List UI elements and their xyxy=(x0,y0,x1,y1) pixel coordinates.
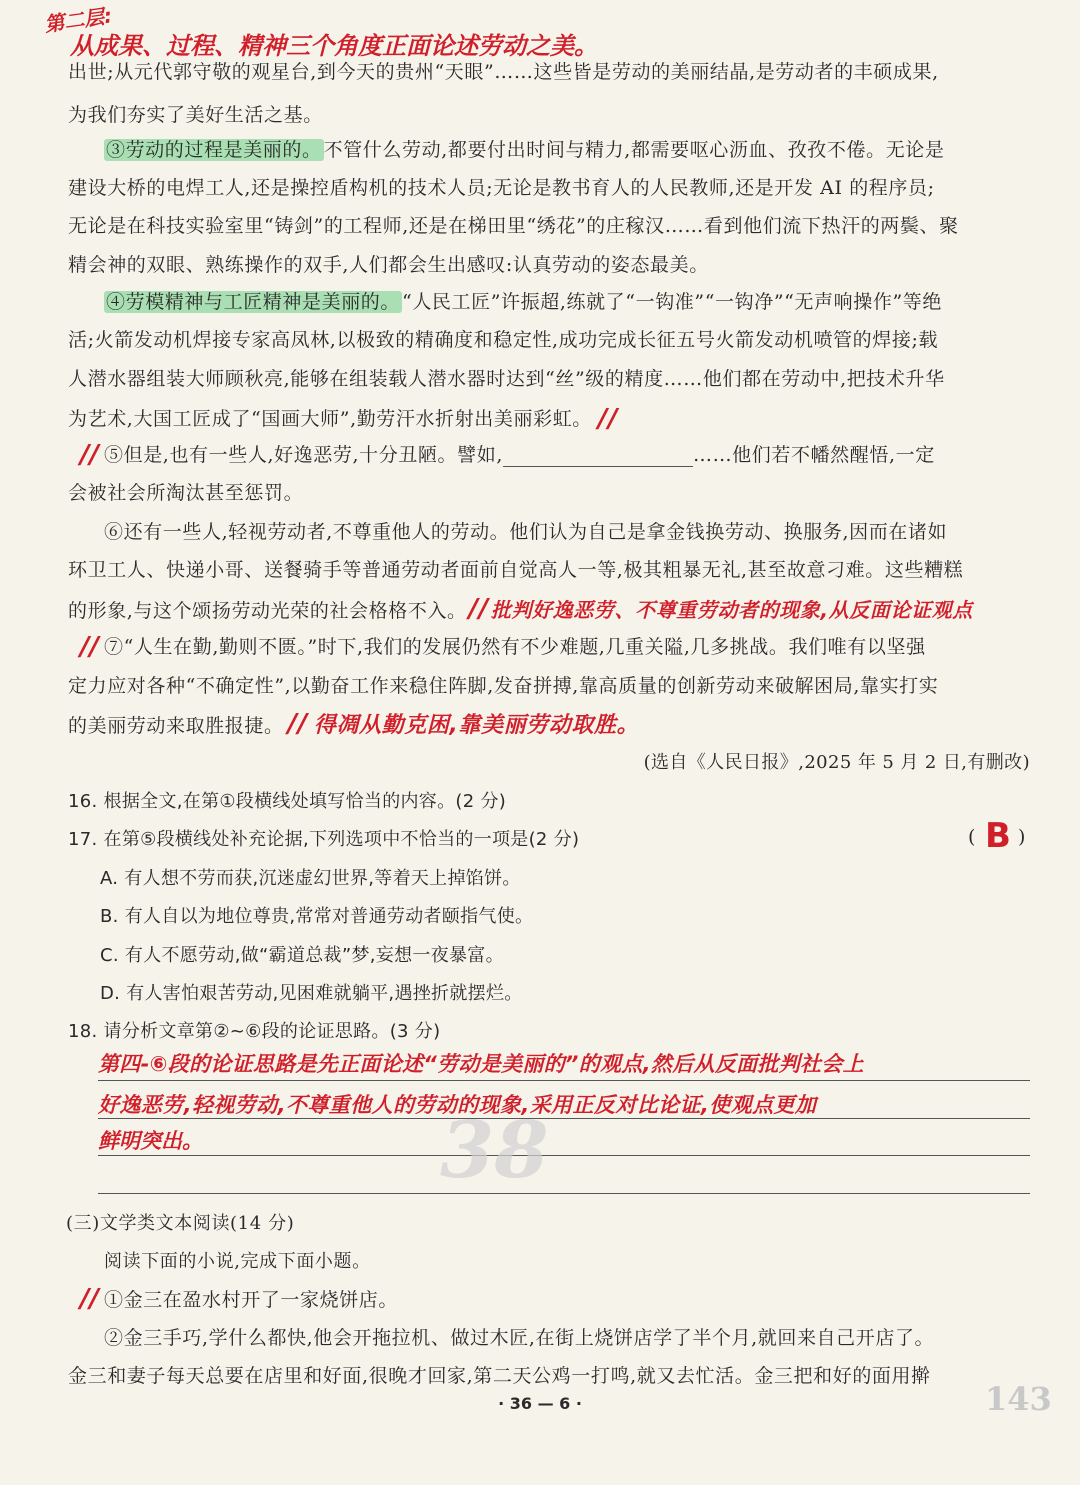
question-18: 18. 请分析文章第②~⑥段的论证思路。(3 分) xyxy=(68,1021,441,1042)
section-instruction: 阅读下面的小说,完成下面小题。 xyxy=(104,1251,371,1272)
option-a[interactable]: A. 有人想不劳而获,沉迷虚幻世界,等着天上掉馅饼。 xyxy=(100,868,521,889)
article-line xyxy=(68,709,640,739)
article-text: ……他们若不幡然醒悟,一定 xyxy=(692,444,935,466)
article-line: 环卫工人、快递小哥、送餐骑手等普通劳动者面前自觉高人一等,极其粗暴无礼,甚至故意刁难。这些糟糕 xyxy=(68,559,964,581)
option-c[interactable]: C. 有人不愿劳动,做“霸道总裁”梦,妄想一夜暴富。 xyxy=(100,945,504,966)
handwritten-note-layer-summary: 从成果、过程、精神三个角度正面论述劳动之美。 xyxy=(70,32,598,60)
question-17: 17. 在第⑤段横线处补充论据,下列选项中不恰当的一项是(2 分) xyxy=(68,829,580,850)
highlighted-claim: ④劳模精神与工匠精神是美丽的。 xyxy=(106,291,401,313)
article-text: 为艺术,大国工匠成了“国画大师”,勤劳汗水折射出美丽彩虹。 xyxy=(68,408,592,430)
article-text: 不管什么劳动,都要付出时间与精力,都需要呕心沥血、孜孜不倦。无论是 xyxy=(323,139,945,161)
article-line: 人潜水器组装大师顾秋亮,能够在组装载人潜水器时达到“丝”级的精度……他们都在劳动中,把技术升华 xyxy=(68,368,945,390)
article-text: “人民工匠”许振超,练就了“一钩准”“一钩净”“无声响操作”等绝 xyxy=(402,291,942,313)
handwritten-answer-q17[interactable]: B xyxy=(985,816,1011,856)
watermark-logo: 38 xyxy=(440,1105,549,1196)
article-line xyxy=(68,404,619,434)
section-heading: (三)文学类文本阅读(14 分) xyxy=(66,1213,295,1234)
handwritten-answer-q18-line1: 第四-⑥段的论证思路是先正面论述“劳动是美丽的”的观点,然后从反面批判社会上 xyxy=(98,1052,864,1076)
page-code: · 36 — 6 · xyxy=(498,1394,582,1413)
story-paragraph-2: ②金三手巧,学什么都快,他会开拖拉机、做过木匠,在街上烧饼店学了半个月,就回来自己开店了。 xyxy=(104,1327,935,1349)
handwritten-note-layer-label: 第二层: xyxy=(42,3,114,37)
option-d[interactable]: D. 有人害怕艰苦劳动,见困难就躺平,遇挫折就摆烂。 xyxy=(100,983,523,1004)
answer-line[interactable] xyxy=(98,1080,1030,1081)
handwritten-slash-mark: // xyxy=(80,632,99,662)
article-line: 无论是在科技实验室里“铸剑”的工程师,还是在梯田里“绣花”的庄稼汉……看到他们流下热汗的两鬓、聚 xyxy=(68,215,959,237)
handwritten-slash-mark: // xyxy=(80,1284,99,1314)
story-paragraph-1: ①金三在盈水村开了一家烧饼店。 xyxy=(104,1289,399,1311)
paragraph-7-first-line: ⑦“人生在勤,勤则不匮。”时下,我们的发展仍然有不少难题,几重关隘,几多挑战。我们唯有以坚强 xyxy=(104,636,926,658)
article-text: 的美丽劳动来取胜报捷。 xyxy=(68,715,284,737)
handwritten-answer-q18-line2: 好逸恶劳,轻视劳动,不尊重他人的劳动的现象,采用正反对比论证,使观点更加 xyxy=(98,1093,817,1117)
handwritten-answer-q18-line3: 鲜明突出。 xyxy=(98,1129,203,1153)
handwritten-slash-mark: // xyxy=(597,404,619,434)
paragraph-6-first-line: ⑥还有一些人,轻视劳动者,不尊重他人的劳动。他们认为自己是拿金钱换劳动、换服务,因而在诸如 xyxy=(104,521,948,543)
answer-bracket-right: ) xyxy=(1018,826,1026,848)
handwritten-slash-mark: // xyxy=(468,594,489,624)
article-line: 建设大桥的电焊工人,还是操控盾构机的技术人员;无论是教书育人的人民教师,还是开发 AI 的程序员; xyxy=(68,177,935,199)
option-b[interactable]: B. 有人自以为地位尊贵,常常对普通劳动者颐指气使。 xyxy=(100,906,534,927)
paragraph-5-first-line xyxy=(104,443,935,467)
article-line: 为我们夯实了美好生活之基。 xyxy=(68,104,323,126)
answer-bracket-left: ( xyxy=(968,826,976,848)
question-16: 16. 根据全文,在第①段横线处填写恰当的内容。(2 分) xyxy=(68,791,507,812)
highlighted-claim: ③劳动的过程是美丽的。 xyxy=(106,139,322,161)
story-line: 金三和妻子每天总要在店里和好面,很晚才回家,第二天公鸡一打鸣,就又去忙活。金三把和好的面用擀 xyxy=(68,1365,931,1387)
fill-in-blank-line[interactable] xyxy=(503,448,693,467)
article-line: 会被社会所淘汰甚至惩罚。 xyxy=(68,482,304,504)
article-line xyxy=(68,594,973,624)
handwritten-note-paragraph-6: 批判好逸恶劳、不尊重劳动者的现象,从反面论证观点 xyxy=(490,598,973,622)
paragraph-3-first-line xyxy=(104,138,945,162)
article-text: ⑤但是,也有一些人,好逸恶劳,十分丑陋。譬如, xyxy=(104,444,503,466)
handwritten-slash-mark: // xyxy=(80,440,99,470)
article-line: 定力应对各种“不确定性”,以勤奋工作来稳住阵脚,发奋拼搏,靠高质量的创新劳动来破解困局,靠实打实 xyxy=(68,675,939,697)
page-number: 143 xyxy=(985,1380,1052,1418)
paragraph-4-first-line xyxy=(104,290,942,314)
article-line: 精会神的双眼、熟练操作的双手,人们都会生出感叹:认真劳动的姿态最美。 xyxy=(68,254,709,276)
article-line: 出世;从元代郭守敬的观星台,到今天的贵州“天眼”……这些皆是劳动的美丽结晶,是劳动者的丰硕成果, xyxy=(68,61,939,83)
article-text: 的形象,与这个颂扬劳动光荣的社会格格不入。 xyxy=(68,600,467,622)
article-line: 活;火箭发动机焊接专家高凤林,以极致的精确度和稳定性,成功完成长征五号火箭发动机喷管的焊接;载 xyxy=(68,329,939,351)
article-source: (选自《人民日报》,2025 年 5 月 2 日,有删改) xyxy=(643,752,1030,773)
handwritten-note-paragraph-7: 得凋从勤克困,靠美丽劳动取胜。 xyxy=(313,713,640,738)
handwritten-slash-mark: // xyxy=(287,709,308,739)
